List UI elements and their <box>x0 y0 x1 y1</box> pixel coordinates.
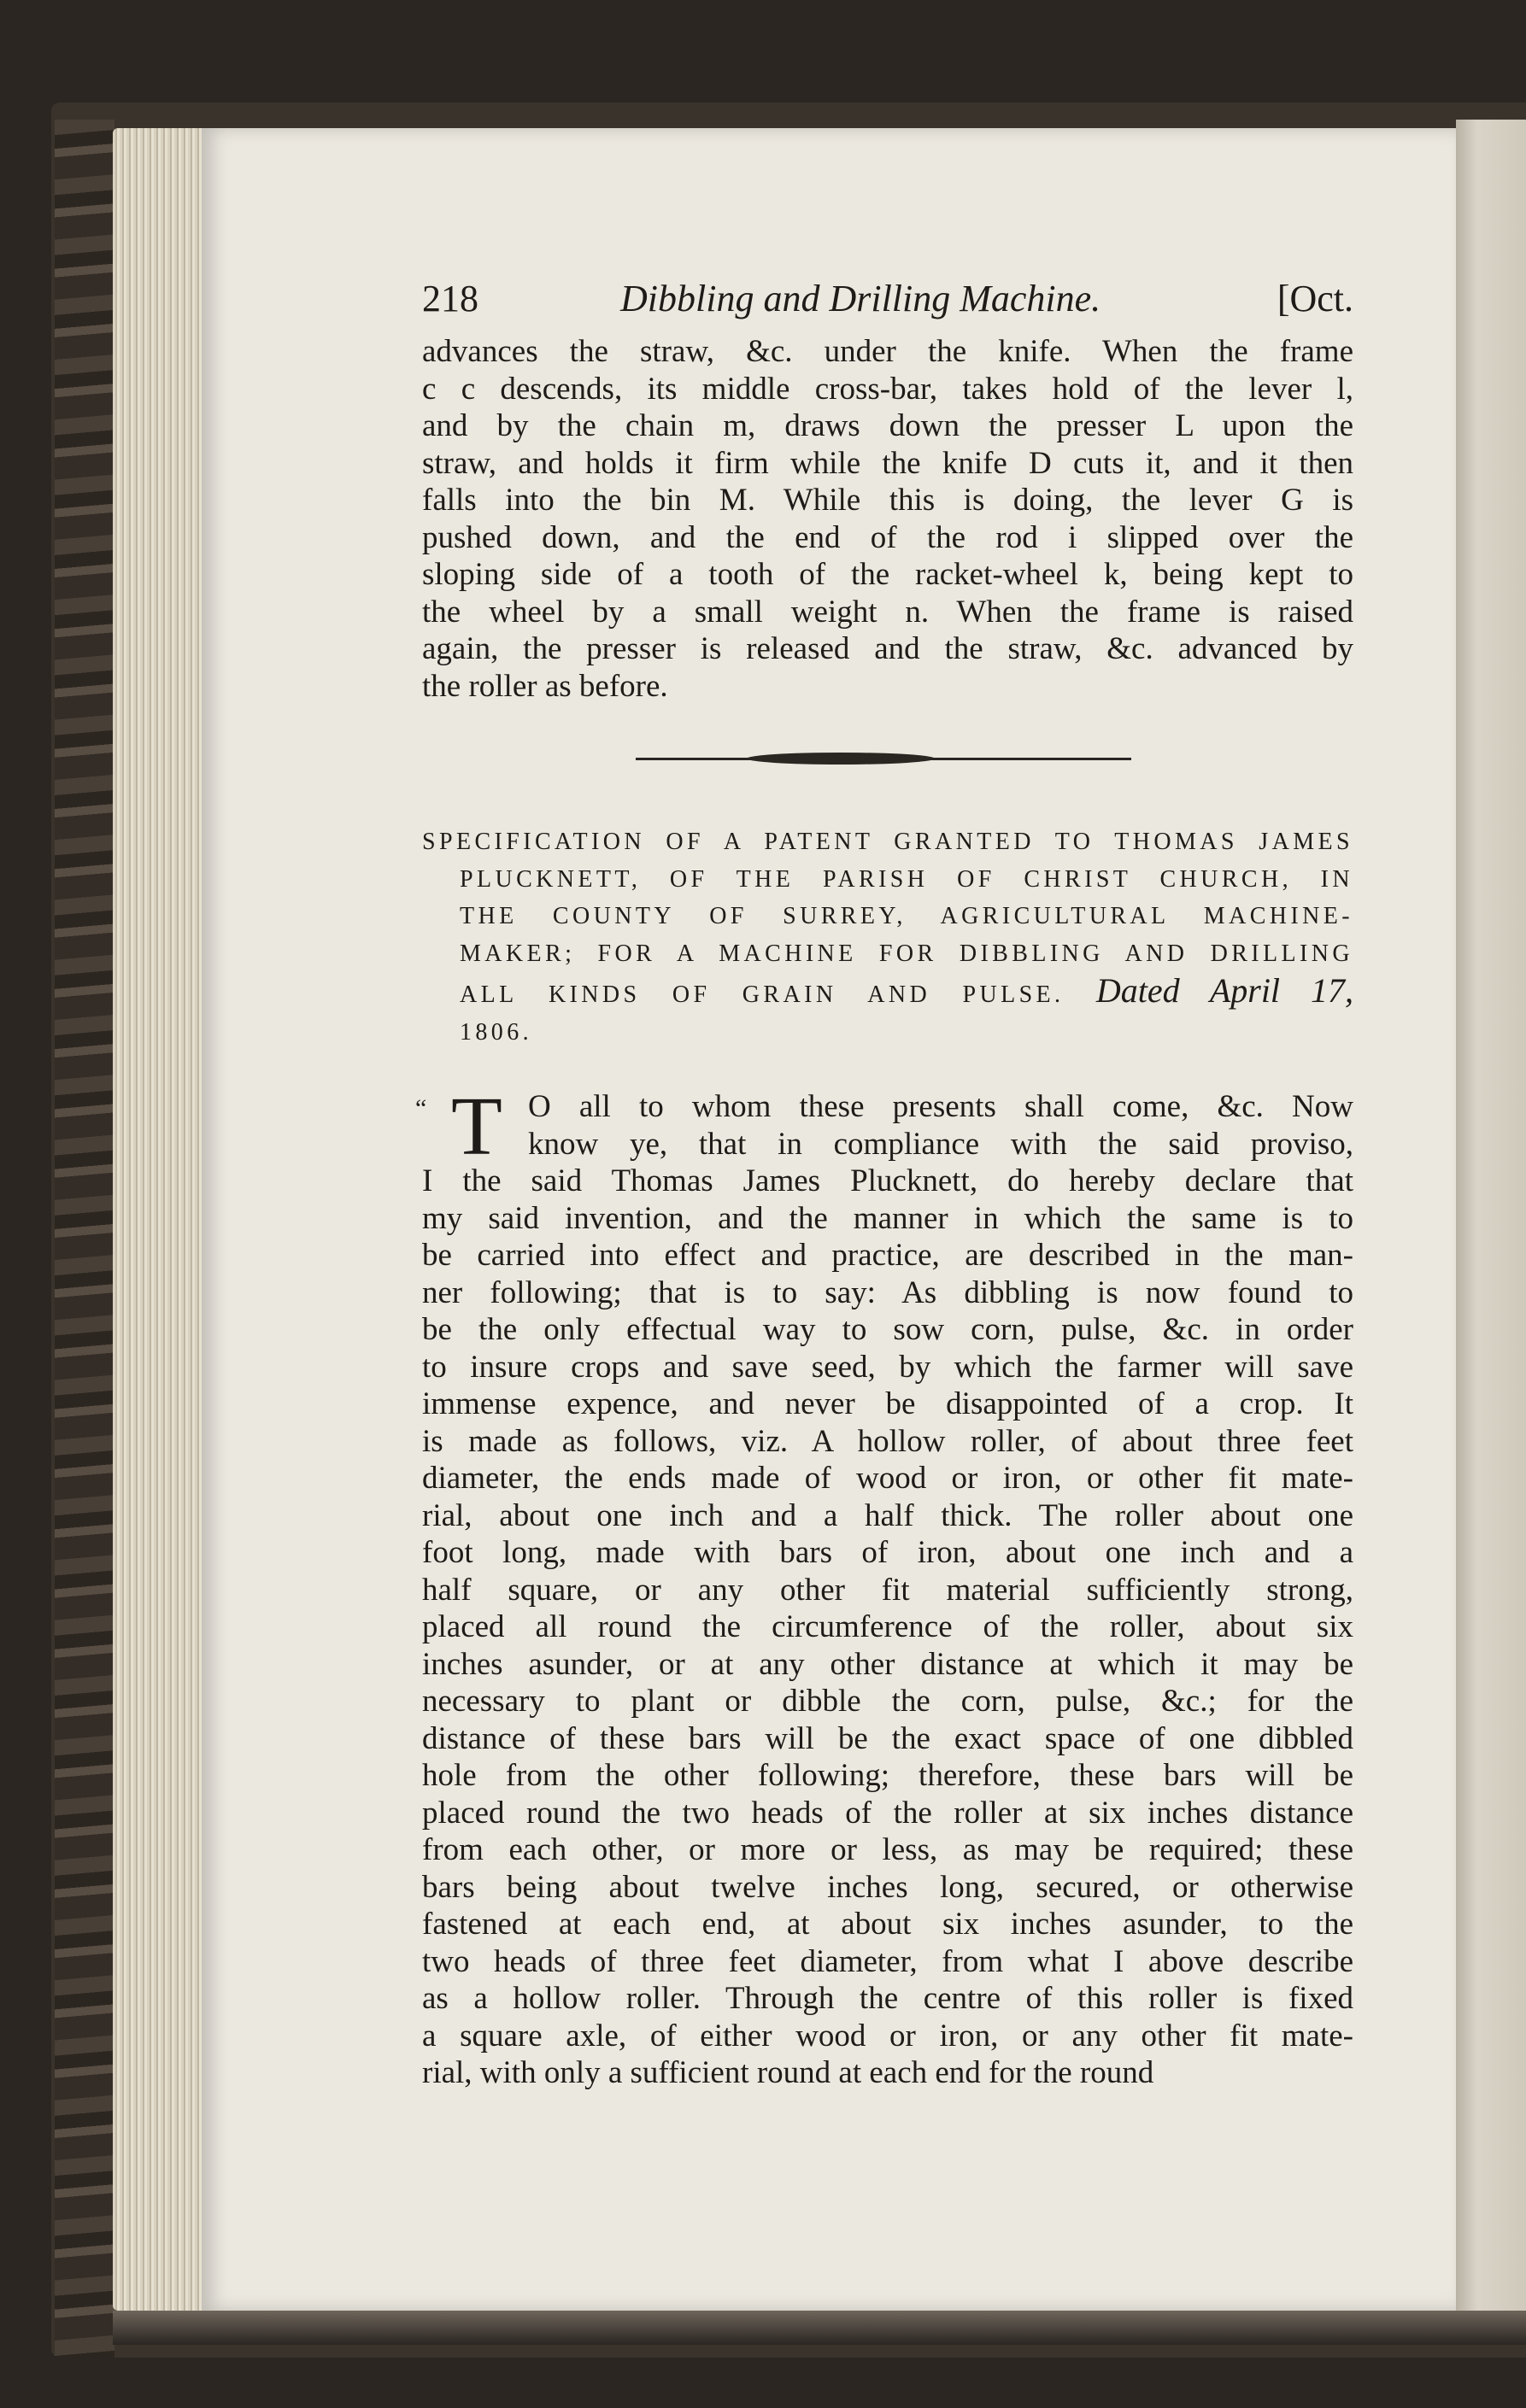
text-line: my said invention, and the manner in which the same is to <box>422 1200 1353 1236</box>
drop-cap: T <box>451 1081 502 1173</box>
text-line: necessary to plant or dibble the corn, pulse, &c.; for the <box>422 1684 1353 1719</box>
text-line: be the only effectual way to sow corn, pulse, &c. in order <box>422 1312 1353 1347</box>
text-line: falls into the bin M. While this is doing, the lever G is <box>422 483 1353 518</box>
text-line: two heads of three feet diameter, from what I above describe <box>422 1943 1353 1979</box>
text-line: I the said Thomas James Plucknett, do hereby declare that <box>422 1163 1353 1198</box>
text-line: and by the chain m, draws down the presser L upon the <box>422 408 1353 443</box>
text-line: a square axle, of either wood or iron, or any other fit mate- <box>422 2018 1353 2054</box>
text-line: as a hollow roller. Through the centre of this roller is fixed <box>422 1981 1353 2016</box>
running-title: Dibbling and Drilling Machine. <box>620 278 1101 319</box>
paragraph-2 <box>415 1081 1353 2092</box>
text-line: is made as follows, viz. A hollow roller, of about three feet <box>422 1423 1353 1459</box>
facing-page-edge <box>1456 120 1526 2332</box>
text-line: immense expence, and never be disappointed of a crop. It <box>422 1386 1353 1421</box>
text-line: pushed down, and the end of the rod i slipped over the <box>422 519 1353 555</box>
text-line: fastened at each end, at about six inches asunder, to the <box>422 1907 1353 1942</box>
section-divider <box>422 705 1353 811</box>
header-month: [Oct. <box>1277 278 1353 319</box>
text-line: to insure crops and save seed, by which the farmer will save <box>422 1349 1353 1385</box>
text-line: inches asunder, or at any other distance at which it may be <box>422 1646 1353 1682</box>
text-line: c c descends, its middle cross-bar, takes hold of the lever l, <box>422 371 1353 407</box>
text-line: half square, or any other fit material sufficiently strong, <box>422 1572 1353 1608</box>
opening-quote: “ <box>415 1094 427 1122</box>
text-line: placed all round the circumference of the roller, about six <box>422 1609 1353 1644</box>
spec-dated: Dated April 17, <box>1095 971 1353 1010</box>
spec-line: THE COUNTY OF SURREY, AGRICULTURAL MACHINE- <box>460 903 1353 929</box>
bottom-shadow <box>113 2311 1526 2345</box>
divider-ornament <box>747 753 935 765</box>
spec-line <box>422 972 1353 1014</box>
page-edges <box>113 128 207 2311</box>
text-line: straw, and holds it firm while the knife D cuts it, and it then <box>422 445 1353 481</box>
text-line: bars being about twelve inches long, secured, or otherwise <box>422 1869 1353 1905</box>
specification-heading <box>422 823 1353 1051</box>
text-line: O all to whom these presents shall come, &c. Now <box>528 1089 1353 1124</box>
spec-year: 1806. <box>460 1018 532 1046</box>
page-number: 218 <box>422 278 478 319</box>
page-header <box>422 273 1353 333</box>
text-block <box>415 273 1353 2092</box>
text-line: the roller as before. <box>422 668 668 704</box>
spec-line: MAKER; FOR A MACHINE FOR DIBBLING AND DRILLING <box>460 940 1353 967</box>
text-line: rial, with only a sufficient round at each end for the round <box>422 2055 1154 2090</box>
text-line: sloping side of a tooth of the racket-wheel k, being kept to <box>422 557 1353 592</box>
text-line: be carried into effect and practice, are described in the man- <box>422 1238 1353 1273</box>
text-line: the wheel by a small weight n. When the frame is raised <box>422 594 1353 630</box>
text-line: again, the presser is released and the straw, &c. advanced by <box>422 631 1353 666</box>
text-line: distance of these bars will be the exact space of one dibbled <box>422 1720 1353 1756</box>
text-line: foot long, made with bars of iron, about one inch and a <box>422 1535 1353 1570</box>
text-line: rial, about one inch and a half thick. The roller about one <box>422 1497 1353 1533</box>
paragraph-1 <box>422 333 1353 705</box>
text-line: know ye, that in compliance with the said proviso, <box>528 1126 1353 1162</box>
text-line: diameter, the ends made of wood or iron, or other fit mate- <box>422 1461 1353 1496</box>
marbled-cover-edge <box>55 120 114 2358</box>
text-line: hole from the other following; therefore, these bars will be <box>422 1758 1353 1793</box>
spec-line: SPECIFICATION OF A PATENT GRANTED TO THOMAS JAMES <box>422 829 1353 855</box>
text-line: from each other, or more or less, as may be required; these <box>422 1832 1353 1867</box>
text-line: placed round the two heads of the roller at six inches distance <box>422 1795 1353 1831</box>
text-line: ner following; that is to say: As dibbling is now found to <box>422 1274 1353 1310</box>
spec-line: PLUCKNETT, OF THE PARISH OF CHRIST CHURCH, IN <box>460 865 1353 893</box>
text-line: advances the straw, &c. under the knife. When the frame <box>422 334 1353 369</box>
spec-line-text: ALL KINDS OF GRAIN AND PULSE. <box>460 981 1065 1008</box>
